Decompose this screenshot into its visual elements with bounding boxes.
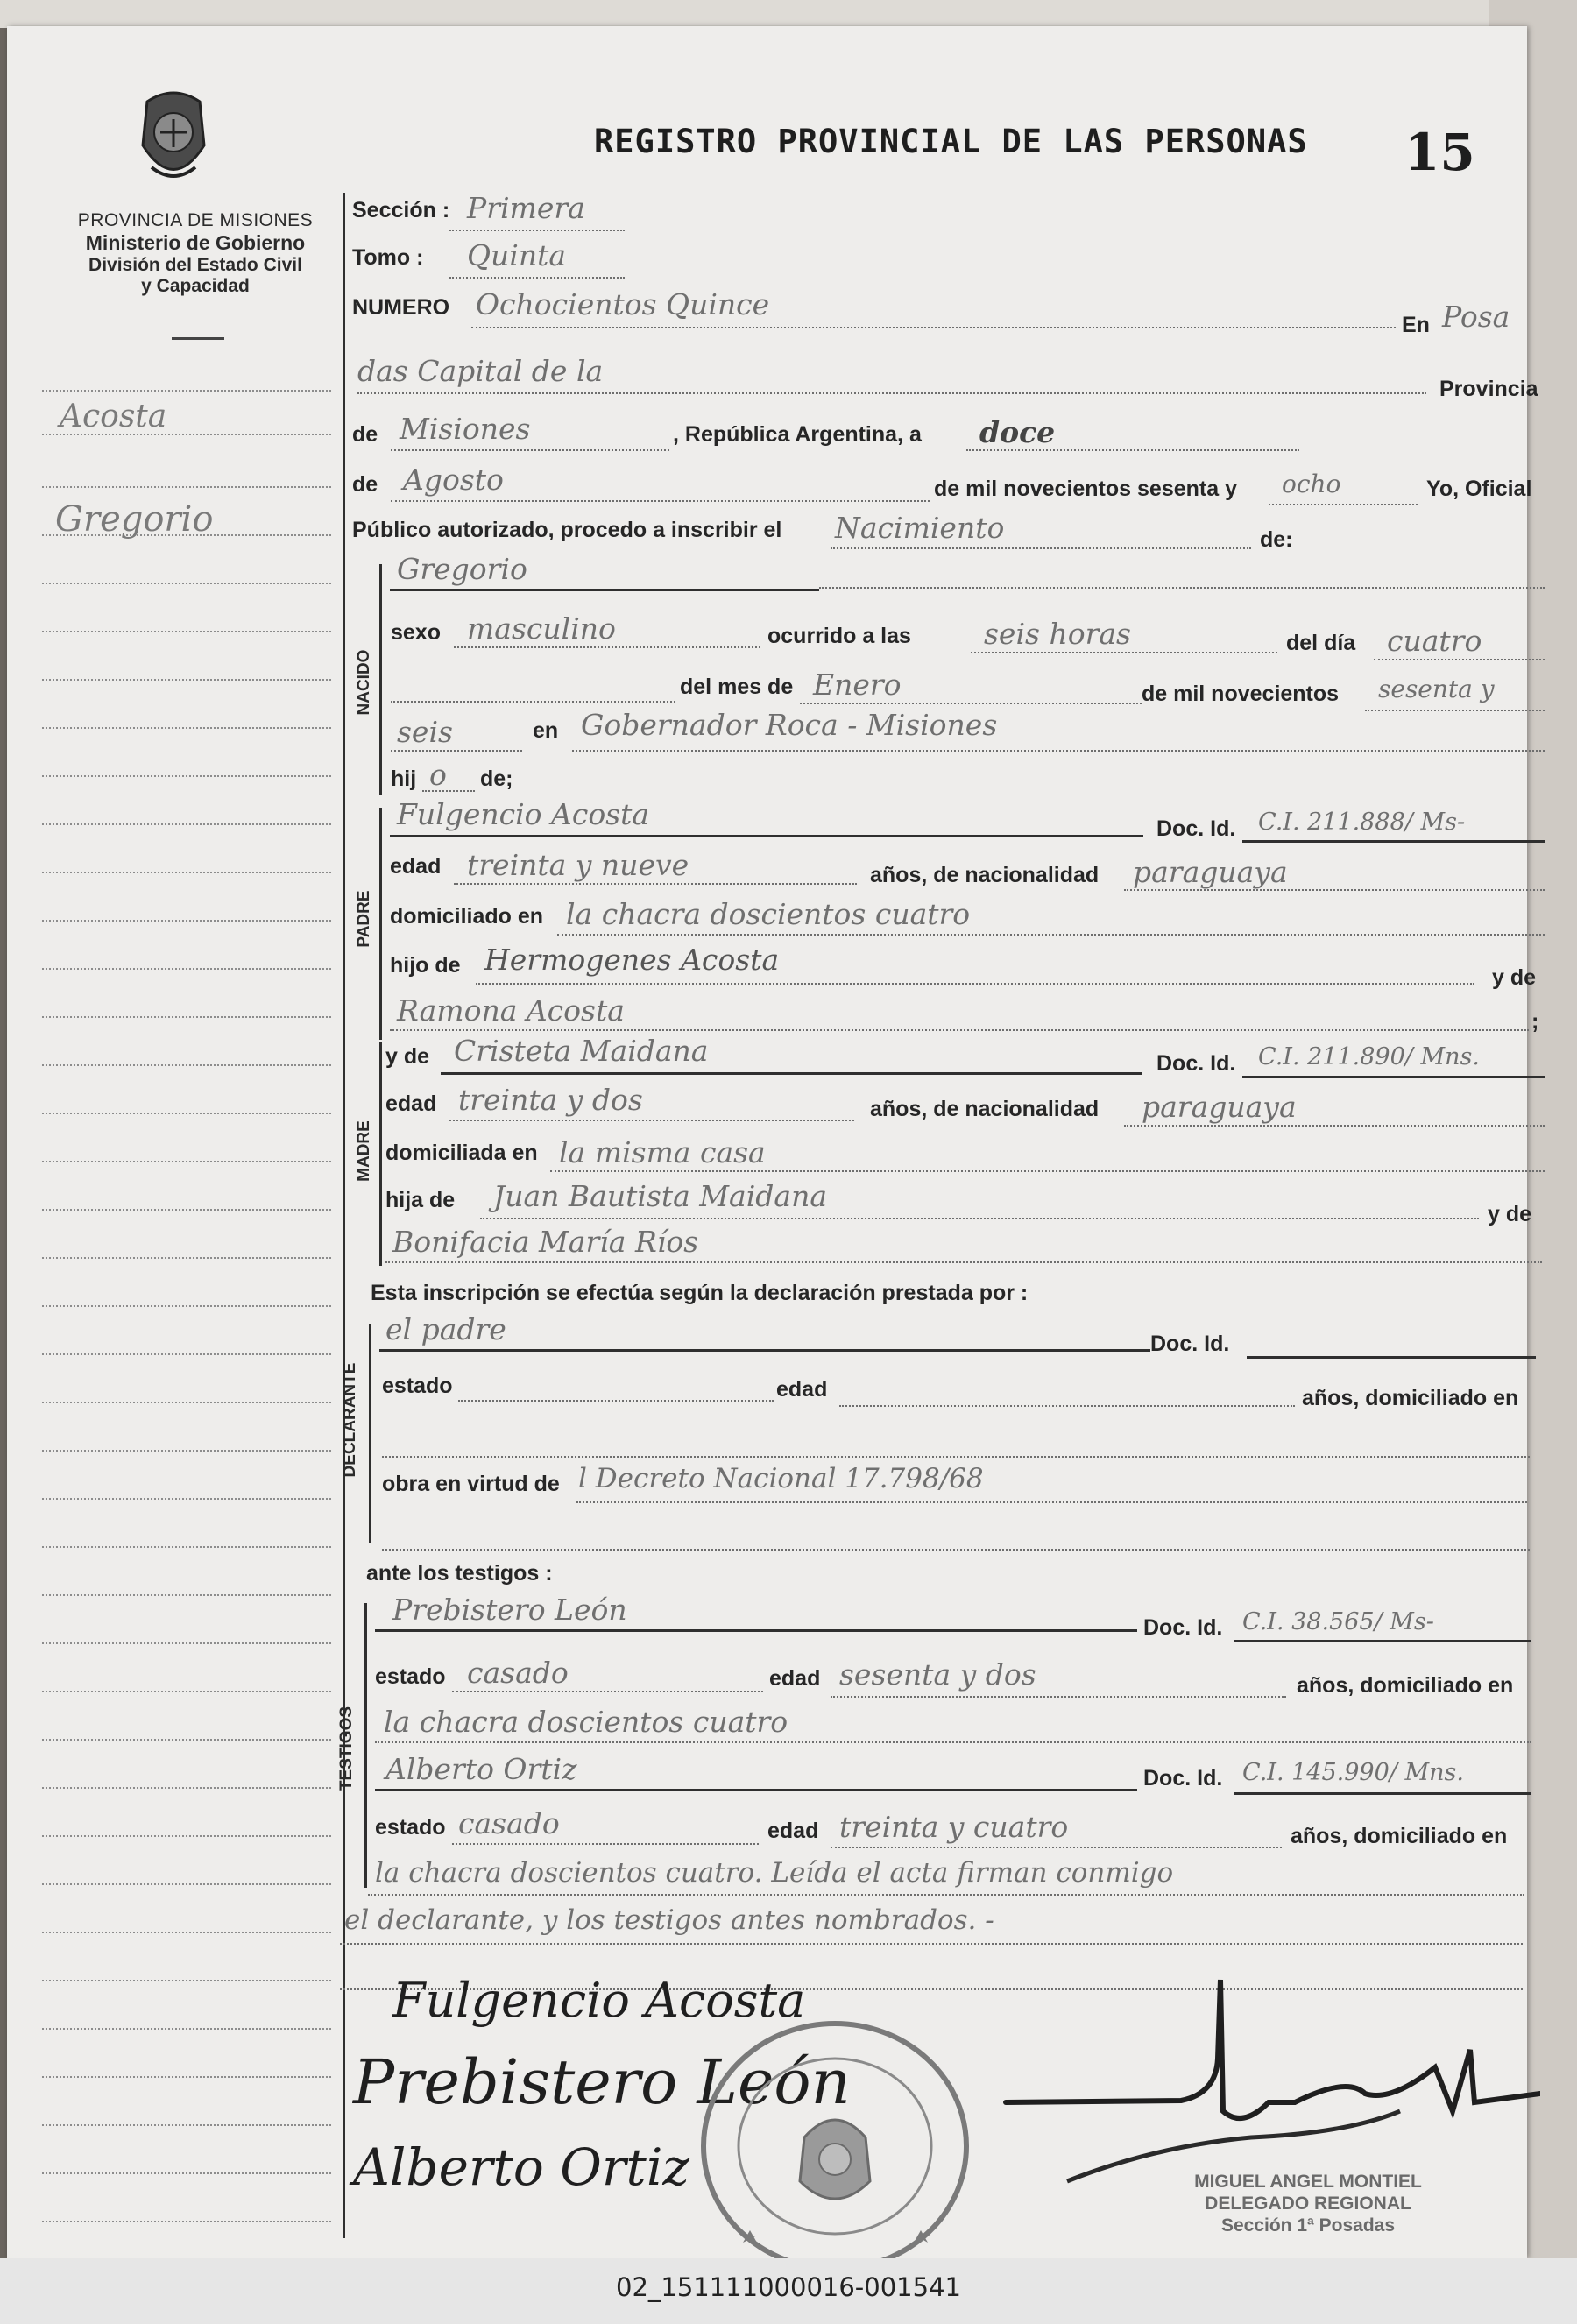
margin-line	[42, 968, 331, 970]
letterhead	[33, 210, 357, 297]
margin-line	[42, 2028, 331, 2030]
field-underline	[385, 1261, 1542, 1263]
doc-label: Doc. Id.	[1156, 816, 1236, 841]
field-underline	[449, 1120, 854, 1121]
domicilio-label: domiciliado en	[390, 904, 544, 929]
madre-bracket	[379, 1042, 382, 1266]
margin-line	[42, 1883, 331, 1885]
field-underline	[576, 1501, 1527, 1503]
margin-line	[42, 1739, 331, 1741]
hija-de-label: hija de	[385, 1188, 456, 1212]
mother-name: Cristeta Maidana	[454, 1034, 709, 1068]
margin-line	[42, 631, 331, 632]
paternal-grandmother: Ramona Acosta	[397, 993, 625, 1028]
field-underline	[449, 277, 625, 279]
mother-nationality: paraguaya	[1142, 1090, 1297, 1124]
ocurrido-label: ocurrido a las	[767, 624, 911, 648]
act-value: Nacimiento	[835, 511, 1005, 545]
field-underline	[1124, 1125, 1545, 1127]
de-label: de;	[480, 766, 513, 791]
mother-address: la misma casa	[559, 1135, 766, 1169]
city-value: das Capital de la	[357, 354, 604, 388]
sexo-label: sexo	[391, 620, 441, 645]
father-doc: C.I. 211.888/ Ms-	[1258, 809, 1466, 836]
margin-line	[42, 1064, 331, 1066]
margin-surname: Acosta	[60, 399, 167, 434]
day-value: doce	[979, 415, 1056, 449]
y-de-label: y de	[385, 1044, 430, 1069]
field-underline	[831, 1847, 1282, 1848]
margin-line	[42, 823, 331, 825]
margin-line	[42, 1594, 331, 1596]
de-label: de	[352, 472, 378, 497]
signature-declarante: Fulgencio Acosta	[392, 1973, 806, 2028]
field-underline	[1124, 889, 1545, 891]
nacionalidad-label: años, de nacionalidad	[870, 1097, 1100, 1121]
nacionalidad-label: años, de nacionalidad	[870, 863, 1100, 887]
doc-label: Doc. Id.	[1150, 1332, 1230, 1356]
top-paper-edge	[0, 0, 1489, 28]
closing-line-1: la chacra doscientos cuatro. Leída el acta firman conmigo	[375, 1857, 1174, 1889]
page-number: 15	[1404, 123, 1475, 182]
year-value: ocho	[1282, 470, 1341, 498]
born-year: sesenta y	[1378, 675, 1495, 703]
edad-label: edad	[390, 854, 442, 879]
field-underline	[391, 750, 522, 752]
de-label: de	[352, 422, 378, 447]
margin-line	[42, 1932, 331, 1933]
provincial-seal-icon	[130, 84, 217, 198]
field-underline	[550, 1170, 1545, 1172]
hijo-label: hij	[391, 766, 417, 791]
witness-1-age: sesenta y dos	[839, 1657, 1036, 1692]
declaracion-intro: Esta inscripción se efectúa según la declaración prestada por :	[371, 1281, 1029, 1305]
margin-given-name: Gregorio	[55, 499, 214, 540]
margin-line	[42, 1642, 331, 1644]
margin-line	[42, 583, 331, 584]
obra-label: obra en virtud de	[382, 1472, 560, 1496]
closing-line-2: el declarante, y los testigos antes nombrados. -	[344, 1904, 994, 1936]
margin-line	[42, 1980, 331, 1981]
field-underline	[831, 1696, 1286, 1698]
official-section: Sección 1ª Posadas	[1220, 2215, 1396, 2236]
y-de-label: y de	[1488, 1202, 1532, 1226]
margin-line	[42, 2124, 331, 2126]
field-underline	[839, 1405, 1295, 1407]
margin-line	[42, 920, 331, 922]
edad-label: edad	[776, 1377, 828, 1402]
y-de-label: y de	[1492, 965, 1537, 990]
born-month: Enero	[813, 668, 902, 702]
field-underline	[966, 449, 1299, 451]
tomo-label: Tomo :	[352, 245, 424, 270]
estado-label: estado	[375, 1815, 446, 1840]
witness-2-name: Alberto Ortiz	[385, 1752, 577, 1786]
doc-label: Doc. Id.	[1143, 1615, 1223, 1640]
certificate-page	[7, 26, 1539, 2258]
field-underline	[1269, 504, 1418, 505]
letterhead-divider	[172, 337, 224, 340]
doc-label: Doc. Id.	[1143, 1766, 1223, 1791]
father-nationality: paraguaya	[1133, 855, 1288, 889]
margin-line	[42, 727, 331, 729]
field-underline	[819, 587, 1545, 589]
witness-2-estado: casado	[458, 1806, 560, 1840]
margin-line	[42, 1402, 331, 1403]
hijo-value: o	[429, 758, 447, 792]
doc-label: Doc. Id.	[1156, 1051, 1236, 1076]
witness-2-doc: C.I. 145.990/ Mns.	[1242, 1759, 1464, 1786]
official-stamp-text	[1185, 2171, 1431, 2236]
mother-name-rule	[441, 1072, 1142, 1075]
margin-column	[42, 368, 331, 2234]
padre-side-label: PADRE	[355, 890, 373, 948]
witness-1-address: la chacra doscientos cuatro	[384, 1705, 788, 1739]
edad-label: edad	[767, 1819, 819, 1843]
registry-title: REGISTRO PROVINCIAL DE LAS PERSONAS	[594, 123, 1308, 160]
tomo-value: Quinta	[467, 238, 567, 272]
witness-1-name: Prebistero León	[392, 1593, 627, 1627]
field-underline	[476, 983, 1474, 985]
publico-label: Público autorizado, procedo a inscribir el	[352, 518, 782, 542]
letterhead-ministry: Ministerio de Gobierno	[85, 231, 306, 254]
seccion-label: Sección :	[352, 198, 450, 223]
testigos-intro: ante los testigos :	[366, 1561, 553, 1586]
margin-line	[42, 1016, 331, 1018]
born-day: cuatro	[1387, 624, 1482, 658]
official-signature-icon	[979, 1971, 1540, 2199]
field-underline	[340, 1943, 1523, 1945]
padre-bracket	[379, 808, 382, 1040]
doc-rule	[1234, 1640, 1531, 1642]
witness-2-rule	[375, 1789, 1137, 1791]
margin-line	[42, 872, 331, 873]
declarante-name: el padre	[385, 1312, 506, 1346]
born-name-rule	[390, 589, 819, 591]
hijo-de-label: hijo de	[390, 953, 461, 978]
father-address: la chacra doscientos cuatro	[566, 897, 971, 931]
field-underline	[971, 652, 1277, 653]
edad-label: edad	[385, 1091, 437, 1116]
maternal-grandfather: Juan Bautista Maidana	[493, 1179, 827, 1213]
field-underline	[452, 1691, 763, 1692]
mil-label: de mil novecientos	[1142, 682, 1340, 706]
field-underline	[471, 327, 1396, 328]
born-year-2: seis	[397, 715, 453, 749]
de-colon-label: de:	[1260, 527, 1293, 552]
field-underline	[391, 449, 669, 451]
anos-domiciliado-label: años, domiciliado en	[1297, 1673, 1514, 1698]
field-underline	[800, 703, 1142, 704]
letterhead-division: División del Estado Civil	[88, 255, 302, 275]
margin-line	[42, 1161, 331, 1162]
sexo-value: masculino	[467, 611, 616, 646]
madre-side-label: MADRE	[355, 1120, 373, 1182]
margin-line	[42, 390, 331, 392]
margin-line	[42, 486, 331, 488]
field-underline	[382, 1549, 1530, 1551]
estado-label: estado	[375, 1664, 446, 1689]
en-value: Posa	[1442, 300, 1510, 334]
field-underline	[572, 750, 1545, 752]
margin-line	[42, 2076, 331, 2078]
doc-rule	[1242, 840, 1545, 843]
nacido-bracket	[379, 564, 382, 795]
del-dia-label: del día	[1286, 631, 1356, 655]
paternal-grandfather: Hermogenes Acosta	[484, 943, 780, 977]
field-underline	[557, 934, 1545, 936]
year-label: de mil novecientos sesenta y	[934, 477, 1237, 501]
declarante-side-label: DECLARANTE	[341, 1362, 359, 1478]
margin-line	[42, 1691, 331, 1692]
witness-2-age: treinta y cuatro	[839, 1810, 1069, 1844]
anos-domiciliado-label: años, domiciliado en	[1302, 1386, 1519, 1410]
republica-label: , República Argentina, a	[673, 422, 922, 447]
testigos-side-label: TESTIGOS	[337, 1706, 356, 1791]
seccion-value: Primera	[467, 191, 585, 225]
margin-line	[42, 1209, 331, 1211]
obra-value: l Decreto Nacional 17.798/68	[578, 1463, 984, 1494]
mother-age: treinta y dos	[458, 1083, 643, 1117]
field-underline	[454, 883, 857, 885]
margin-line	[42, 775, 331, 777]
margin-line	[42, 1835, 331, 1837]
declarante-bracket	[369, 1324, 371, 1543]
born-place: Gobernador Roca - Misiones	[581, 708, 998, 742]
field-underline	[1365, 710, 1545, 711]
margin-line	[42, 1353, 331, 1355]
field-underline	[375, 1741, 1531, 1743]
margin-line	[42, 679, 331, 681]
witness-1-doc: C.I. 38.565/ Ms-	[1242, 1608, 1434, 1635]
edad-label: edad	[769, 1666, 821, 1691]
en-label: en	[533, 718, 559, 743]
born-name: Gregorio	[397, 552, 527, 586]
hour-value: seis horas	[984, 617, 1131, 651]
doc-rule	[1242, 1076, 1545, 1078]
field-underline	[449, 230, 625, 231]
field-underline	[368, 1894, 1524, 1896]
official-name: MIGUEL ANGEL MONTIEL	[1194, 2172, 1422, 2192]
margin-line	[42, 2172, 331, 2174]
doc-rule	[1247, 1356, 1536, 1359]
official-round-stamp-icon	[690, 2015, 979, 2278]
field-underline	[391, 701, 675, 703]
field-underline	[458, 1400, 774, 1402]
field-underline	[454, 646, 760, 648]
provincia-label: Provincia	[1439, 377, 1538, 401]
margin-line	[42, 1498, 331, 1500]
en-label: En	[1402, 313, 1430, 337]
field-underline	[480, 1218, 1479, 1219]
field-underline	[390, 1029, 1529, 1031]
margin-line	[42, 1257, 331, 1259]
numero-label: NUMERO	[352, 295, 450, 320]
del-mes-label: del mes de	[680, 675, 794, 699]
father-name: Fulgencio Acosta	[397, 797, 650, 831]
field-underline	[357, 392, 1426, 394]
letterhead-province: PROVINCIA DE MISIONES	[77, 210, 314, 230]
margin-line	[42, 1546, 331, 1548]
witness-1-estado: casado	[467, 1656, 569, 1690]
signature-witness-1: Prebistero León	[353, 2046, 851, 2118]
image-caption: 02_151111000016-001541	[616, 2272, 961, 2302]
field-underline	[422, 790, 475, 792]
oficial-label: Yo, Oficial	[1426, 477, 1532, 501]
testigos-bracket	[364, 1603, 367, 1888]
nacido-side-label: NACIDO	[355, 649, 373, 716]
field-underline	[382, 1456, 1530, 1458]
margin-line	[42, 1113, 331, 1114]
letterhead-capacity: y Capacidad	[141, 276, 250, 296]
signature-witness-2: Alberto Ortiz	[353, 2137, 689, 2197]
father-name-rule	[390, 835, 1143, 837]
numero-value: Ochocientos Quince	[476, 287, 770, 321]
province-value: Misiones	[400, 412, 531, 446]
margin-line	[42, 1305, 331, 1307]
field-underline	[831, 547, 1251, 549]
semicolon: ;	[1531, 1009, 1539, 1034]
margin-line	[42, 1450, 331, 1452]
field-underline	[452, 1843, 759, 1845]
field-underline	[1374, 659, 1545, 660]
field-underline	[391, 500, 930, 502]
anos-domiciliado-label: años, domiciliado en	[1291, 1824, 1508, 1848]
month-value: Agosto	[403, 463, 504, 497]
domiciliada-label: domiciliada en	[385, 1141, 538, 1165]
margin-line	[42, 2221, 331, 2222]
official-role: DELEGADO REGIONAL	[1205, 2193, 1411, 2214]
estado-label: estado	[382, 1374, 453, 1398]
witness-1-rule	[375, 1629, 1137, 1632]
mother-doc: C.I. 211.890/ Mns.	[1258, 1043, 1480, 1070]
maternal-grandmother: Bonifacia María Ríos	[392, 1225, 699, 1259]
doc-rule	[1234, 1792, 1531, 1795]
declarante-name-rule	[379, 1349, 1150, 1352]
father-age: treinta y nueve	[467, 848, 689, 882]
margin-line	[42, 1787, 331, 1789]
